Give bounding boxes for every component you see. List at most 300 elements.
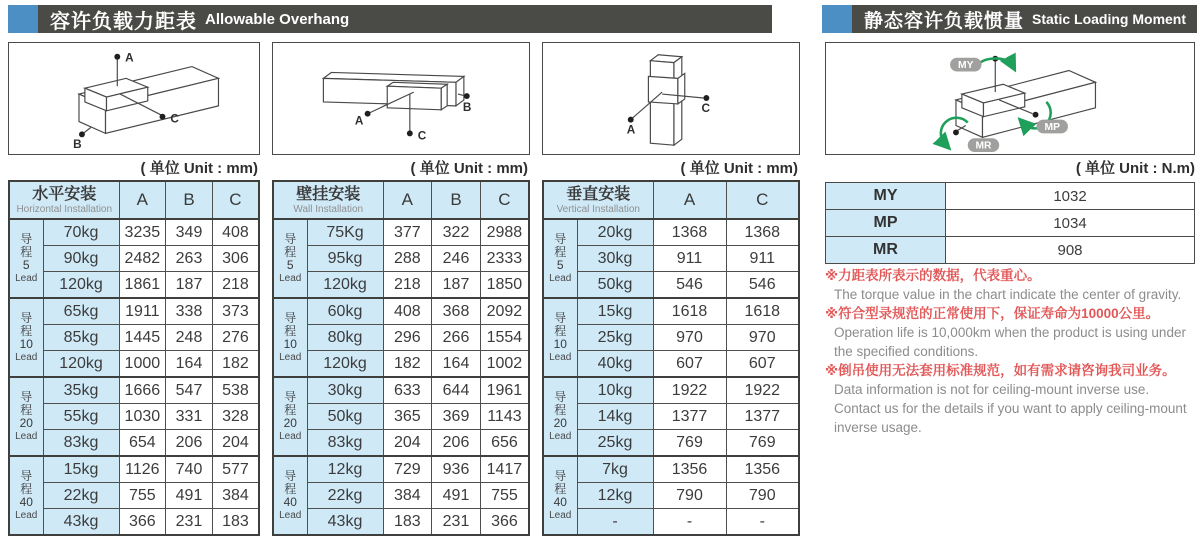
value-cell: 263	[166, 246, 213, 272]
value-cell: 790	[726, 483, 799, 509]
value-cell: 206	[166, 430, 213, 457]
column-header-c: C	[726, 181, 799, 219]
table-row	[273, 219, 529, 246]
load-cell: 75Kg	[307, 219, 383, 246]
value-cell: 1666	[119, 377, 166, 404]
moment-row	[826, 183, 1195, 210]
point-a-dot	[628, 117, 634, 123]
value-cell: 183	[212, 509, 259, 536]
value-cell: 1000	[119, 351, 166, 378]
column-header-b: B	[166, 181, 213, 219]
value-cell: 288	[383, 246, 432, 272]
table-header-row	[543, 181, 799, 219]
load-cell: 83kg	[43, 430, 119, 457]
value-cell: 1143	[480, 404, 529, 430]
lead-cell	[543, 377, 577, 456]
moment-value-cell: 1032	[946, 183, 1195, 210]
lead-zh-char: 导	[20, 310, 33, 325]
load-cell: 22kg	[307, 483, 383, 509]
value-cell: 384	[383, 483, 432, 509]
value-cell: 1618	[653, 298, 726, 325]
value-cell: 1377	[726, 404, 799, 430]
unit-label-mm: ( 单位 Unit : mm)	[410, 160, 528, 177]
table-row	[9, 325, 259, 351]
note-zh: ※倒吊使用无法套用标准规范，如有需求请咨询我司业务。	[825, 363, 1176, 378]
moment-label-cell: MR	[826, 237, 946, 264]
value-cell: 970	[726, 325, 799, 351]
value-cell: 538	[212, 377, 259, 404]
lead-number: 40	[553, 494, 567, 509]
load-cell: 7kg	[577, 456, 653, 483]
table-row	[273, 404, 529, 430]
blue-accent-square	[822, 5, 852, 33]
table-row	[273, 298, 529, 325]
load-cell: 85kg	[43, 325, 119, 351]
mp-axis-dot	[1033, 112, 1039, 118]
unit-label-mm: ( 单位 Unit : mm)	[680, 160, 798, 177]
value-cell: 408	[383, 298, 432, 325]
load-cell: 12kg	[577, 483, 653, 509]
lead-number: 20	[19, 415, 33, 430]
point-b-dot	[79, 131, 85, 137]
lead-zh-char: 导	[20, 231, 33, 246]
value-cell: 911	[726, 246, 799, 272]
header-title-zh: 容许负载力距表	[50, 10, 197, 33]
mp-badge-label: MP	[1044, 121, 1060, 133]
lead-en: Lead	[549, 509, 572, 521]
value-cell: 296	[383, 325, 432, 351]
lead-zh-char: 导	[20, 468, 33, 483]
moment-value-cell: 1034	[946, 210, 1195, 237]
value-cell: 1445	[119, 325, 166, 351]
value-cell: 187	[432, 272, 481, 299]
header-bar	[38, 5, 772, 33]
load-cell: 60kg	[307, 298, 383, 325]
column-header-a: A	[383, 181, 432, 219]
value-cell: 366	[119, 509, 166, 536]
value-cell: 384	[212, 483, 259, 509]
lead-cell	[9, 456, 43, 535]
table-row	[543, 483, 799, 509]
value-cell: 607	[726, 351, 799, 378]
load-cell: 43kg	[307, 509, 383, 536]
load-cell: 40kg	[577, 351, 653, 378]
value-cell: 248	[166, 325, 213, 351]
lead-number: 20	[553, 415, 567, 430]
value-cell: 182	[383, 351, 432, 378]
lead-number: 5	[556, 257, 564, 272]
table-row	[543, 456, 799, 483]
lead-number: 10	[553, 336, 567, 351]
load-cell: 25kg	[577, 325, 653, 351]
moment-row	[826, 237, 1195, 264]
value-cell: 276	[212, 325, 259, 351]
lead-number: 20	[283, 415, 297, 430]
wall-rail-drawing	[273, 43, 529, 154]
lead-en: Lead	[15, 272, 38, 284]
unit-label-mm: ( 单位 Unit : mm)	[140, 160, 258, 177]
note-zh: ※符合型录规范的正常使用下，保证寿命为10000公里。	[825, 306, 1160, 321]
table-row	[543, 272, 799, 299]
lead-zh-char: 程	[554, 402, 567, 417]
note-en: Operation life is 10,000km when the product is using under the specified conditions.	[834, 325, 1186, 359]
column-header-c: C	[212, 181, 259, 219]
point-c-dot	[703, 95, 709, 101]
table-title-cell	[9, 181, 119, 219]
value-cell: 182	[212, 351, 259, 378]
value-cell: 204	[212, 430, 259, 457]
value-cell: 1922	[653, 377, 726, 404]
lead-zh-char: 程	[20, 402, 33, 417]
vertical-installation-table	[542, 180, 800, 536]
static-loading-moment-header	[822, 5, 1197, 33]
blue-accent-square	[8, 5, 38, 33]
value-cell: 491	[166, 483, 213, 509]
load-cell: 50kg	[577, 272, 653, 299]
point-c-dot	[407, 130, 413, 136]
lead-zh-char: 程	[20, 323, 33, 338]
value-cell: 366	[480, 509, 529, 536]
load-cell: 65kg	[43, 298, 119, 325]
value-cell: 2988	[480, 219, 529, 246]
vertical-rail-drawing	[543, 43, 799, 154]
point-b-dot	[464, 93, 470, 99]
load-cell: 70kg	[43, 219, 119, 246]
value-cell: 164	[166, 351, 213, 378]
load-cell: 120kg	[307, 351, 383, 378]
lead-en: Lead	[549, 351, 572, 363]
table-row	[9, 298, 259, 325]
table-row	[273, 325, 529, 351]
load-cell: 55kg	[43, 404, 119, 430]
table-title-en: Horizontal Installation	[16, 203, 113, 215]
moment-value-cell: 908	[946, 237, 1195, 264]
note-en: Data information is not for ceiling-mount inverse use. Contact us for the details if you want to apply ceiling-mount inverse usage.	[834, 382, 1187, 435]
value-cell: 365	[383, 404, 432, 430]
value-cell: 231	[166, 509, 213, 536]
lead-zh-char: 程	[554, 323, 567, 338]
table-title-cell	[273, 181, 383, 219]
value-cell: 1377	[653, 404, 726, 430]
note-zh: ※力距表所表示的数据，代表重心。	[825, 268, 1041, 283]
value-cell: -	[726, 509, 799, 536]
lead-zh-char: 导	[554, 231, 567, 246]
value-cell: 1618	[726, 298, 799, 325]
lead-en: Lead	[549, 430, 572, 442]
value-cell: 1961	[480, 377, 529, 404]
point-b-label: B	[73, 138, 82, 152]
load-cell: 50kg	[307, 404, 383, 430]
lead-zh-char: 程	[554, 481, 567, 496]
value-cell: 1356	[726, 456, 799, 483]
value-cell: 769	[726, 430, 799, 457]
load-cell: 20kg	[577, 219, 653, 246]
value-cell: 218	[383, 272, 432, 299]
unit-label-nm: ( 单位 Unit : N.m)	[1075, 160, 1195, 177]
value-cell: 1368	[653, 219, 726, 246]
value-cell: 3235	[119, 219, 166, 246]
value-cell: 970	[653, 325, 726, 351]
lead-number: 10	[19, 336, 33, 351]
value-cell: 306	[212, 246, 259, 272]
load-cell: 35kg	[43, 377, 119, 404]
table-row	[9, 509, 259, 536]
lead-number: 10	[283, 336, 297, 351]
table-row	[543, 325, 799, 351]
table-row	[9, 377, 259, 404]
value-cell: 755	[119, 483, 166, 509]
value-cell: 187	[166, 272, 213, 299]
load-cell: 30kg	[577, 246, 653, 272]
value-cell: 654	[119, 430, 166, 457]
value-cell: 1554	[480, 325, 529, 351]
table-row	[543, 509, 799, 536]
load-cell: 120kg	[307, 272, 383, 299]
value-cell: 2333	[480, 246, 529, 272]
table-row	[273, 272, 529, 299]
lead-zh-char: 导	[554, 468, 567, 483]
point-a-dot	[114, 54, 120, 60]
load-cell: 43kg	[43, 509, 119, 536]
table-row	[273, 483, 529, 509]
value-cell: 740	[166, 456, 213, 483]
table-header-row	[273, 181, 529, 219]
table-row	[273, 430, 529, 457]
load-cell: 14kg	[577, 404, 653, 430]
header-title-en: Static Loading Moment	[1032, 11, 1187, 27]
table-row	[273, 509, 529, 536]
value-cell: 1356	[653, 456, 726, 483]
load-cell: 83kg	[307, 430, 383, 457]
static-moment-diagram	[825, 42, 1195, 155]
value-cell: 322	[432, 219, 481, 246]
lead-number: 5	[286, 257, 294, 272]
value-cell: 656	[480, 430, 529, 457]
table-row	[273, 377, 529, 404]
value-cell: 2482	[119, 246, 166, 272]
value-cell: 266	[432, 325, 481, 351]
lead-en: Lead	[15, 509, 38, 521]
point-a-label: A	[626, 123, 636, 137]
lead-zh-char: 导	[20, 389, 33, 404]
allowable-overhang-header	[8, 5, 772, 33]
table-row	[9, 219, 259, 246]
value-cell: 164	[432, 351, 481, 378]
lead-zh-char: 程	[284, 402, 297, 417]
point-a-label: A	[354, 114, 364, 128]
lead-zh-char: 导	[284, 468, 297, 483]
table-header-row	[9, 181, 259, 219]
value-cell: 328	[212, 404, 259, 430]
table-title-zh: 水平安装	[32, 185, 97, 203]
lead-zh-char: 导	[554, 389, 567, 404]
value-cell: 231	[432, 509, 481, 536]
value-cell: 1417	[480, 456, 529, 483]
value-cell: 546	[726, 272, 799, 299]
lead-cell	[273, 456, 307, 535]
wall-installation-diagram	[272, 42, 530, 155]
value-cell: 769	[653, 430, 726, 457]
value-cell: 577	[212, 456, 259, 483]
load-cell: -	[577, 509, 653, 536]
lead-zh-char: 程	[20, 244, 33, 259]
value-cell: 546	[653, 272, 726, 299]
vertical-installation-diagram	[542, 42, 800, 155]
column-header-c: C	[480, 181, 529, 219]
point-a-label: A	[125, 51, 134, 65]
table-row	[543, 246, 799, 272]
lead-en: Lead	[279, 430, 302, 442]
lead-cell	[9, 298, 43, 377]
lead-en: Lead	[549, 272, 572, 284]
column-header-b: B	[432, 181, 481, 219]
table-title-zh: 垂直安装	[566, 185, 631, 203]
mr-badge-label: MR	[975, 140, 992, 152]
value-cell: 368	[432, 298, 481, 325]
load-cell: 12kg	[307, 456, 383, 483]
header-title-zh: 静态容许负载惯量	[864, 10, 1025, 32]
value-cell: 755	[480, 483, 529, 509]
value-cell: 911	[653, 246, 726, 272]
lead-cell	[543, 219, 577, 298]
table-title-en: Vertical Installation	[556, 203, 640, 215]
value-cell: 1368	[726, 219, 799, 246]
value-cell: 1922	[726, 377, 799, 404]
table-row	[9, 483, 259, 509]
value-cell: 373	[212, 298, 259, 325]
lead-en: Lead	[279, 272, 302, 284]
load-cell: 15kg	[43, 456, 119, 483]
table-row	[9, 430, 259, 457]
table-row	[273, 351, 529, 378]
table-title-en: Wall Installation	[293, 203, 364, 215]
load-cell: 95kg	[307, 246, 383, 272]
my-badge-label: MY	[958, 60, 974, 72]
value-cell: 491	[432, 483, 481, 509]
mr-axis-dot	[953, 129, 959, 135]
header-bar	[852, 5, 1197, 33]
lead-cell	[273, 377, 307, 456]
lead-number: 5	[22, 257, 30, 272]
header-title-en: Allowable Overhang	[205, 10, 350, 28]
table-title-cell	[543, 181, 653, 219]
moment-label-cell: MY	[826, 183, 946, 210]
load-cell: 10kg	[577, 377, 653, 404]
moment-label-cell: MP	[826, 210, 946, 237]
table-row	[543, 219, 799, 246]
load-cell: 30kg	[307, 377, 383, 404]
load-cell: 90kg	[43, 246, 119, 272]
table-row	[273, 456, 529, 483]
value-cell: 246	[432, 246, 481, 272]
value-cell: 2092	[480, 298, 529, 325]
moment-row	[826, 210, 1195, 237]
table-row	[9, 272, 259, 299]
table-row	[9, 246, 259, 272]
lead-zh-char: 程	[20, 481, 33, 496]
lead-zh-char: 程	[554, 244, 567, 259]
value-cell: 1126	[119, 456, 166, 483]
load-cell: 25kg	[577, 430, 653, 457]
lead-en: Lead	[15, 430, 38, 442]
value-cell: 1850	[480, 272, 529, 299]
point-a-dot	[365, 111, 371, 117]
lead-cell	[9, 219, 43, 298]
lead-zh-char: 程	[284, 481, 297, 496]
value-cell: 408	[212, 219, 259, 246]
value-cell: 644	[432, 377, 481, 404]
value-cell: 218	[212, 272, 259, 299]
table-row	[543, 404, 799, 430]
value-cell: 331	[166, 404, 213, 430]
value-cell: 183	[383, 509, 432, 536]
table-row	[273, 246, 529, 272]
moment-rail-drawing	[826, 43, 1194, 154]
point-c-label: C	[170, 112, 179, 126]
column-header-a: A	[119, 181, 166, 219]
value-cell: 790	[653, 483, 726, 509]
lead-number: 40	[19, 494, 33, 509]
lead-cell	[273, 298, 307, 377]
value-cell: 369	[432, 404, 481, 430]
value-cell: -	[653, 509, 726, 536]
table-row	[9, 456, 259, 483]
table-row	[543, 351, 799, 378]
point-c-dot	[160, 114, 166, 120]
lead-zh-char: 导	[554, 310, 567, 325]
table-row	[543, 430, 799, 457]
value-cell: 1861	[119, 272, 166, 299]
value-cell: 1911	[119, 298, 166, 325]
value-cell: 633	[383, 377, 432, 404]
table-row	[9, 404, 259, 430]
lead-zh-char: 导	[284, 231, 297, 246]
lead-en: Lead	[279, 509, 302, 521]
lead-cell	[273, 219, 307, 298]
wall-installation-table	[272, 180, 530, 536]
value-cell: 607	[653, 351, 726, 378]
point-b-label: B	[462, 100, 472, 114]
value-cell: 206	[432, 430, 481, 457]
value-cell: 1002	[480, 351, 529, 378]
note-en: The torque value in the chart indicate the center of gravity.	[834, 287, 1182, 302]
value-cell: 936	[432, 456, 481, 483]
value-cell: 377	[383, 219, 432, 246]
load-cell: 120kg	[43, 272, 119, 299]
lead-cell	[9, 377, 43, 456]
lead-cell	[543, 456, 577, 535]
point-c-label: C	[417, 129, 427, 143]
notes-block	[825, 266, 1199, 437]
lead-en: Lead	[279, 351, 302, 363]
horizontal-installation-diagram	[8, 42, 260, 155]
load-cell: 15kg	[577, 298, 653, 325]
load-cell: 80kg	[307, 325, 383, 351]
lead-zh-char: 导	[284, 389, 297, 404]
column-header-a: A	[653, 181, 726, 219]
lead-number: 40	[283, 494, 297, 509]
lead-zh-char: 程	[284, 323, 297, 338]
table-row	[9, 351, 259, 378]
load-cell: 120kg	[43, 351, 119, 378]
lead-zh-char: 程	[284, 244, 297, 259]
horizontal-installation-table	[8, 180, 260, 536]
lead-zh-char: 导	[284, 310, 297, 325]
static-loading-moment-table	[825, 182, 1195, 264]
lead-en: Lead	[15, 351, 38, 363]
value-cell: 729	[383, 456, 432, 483]
value-cell: 1030	[119, 404, 166, 430]
